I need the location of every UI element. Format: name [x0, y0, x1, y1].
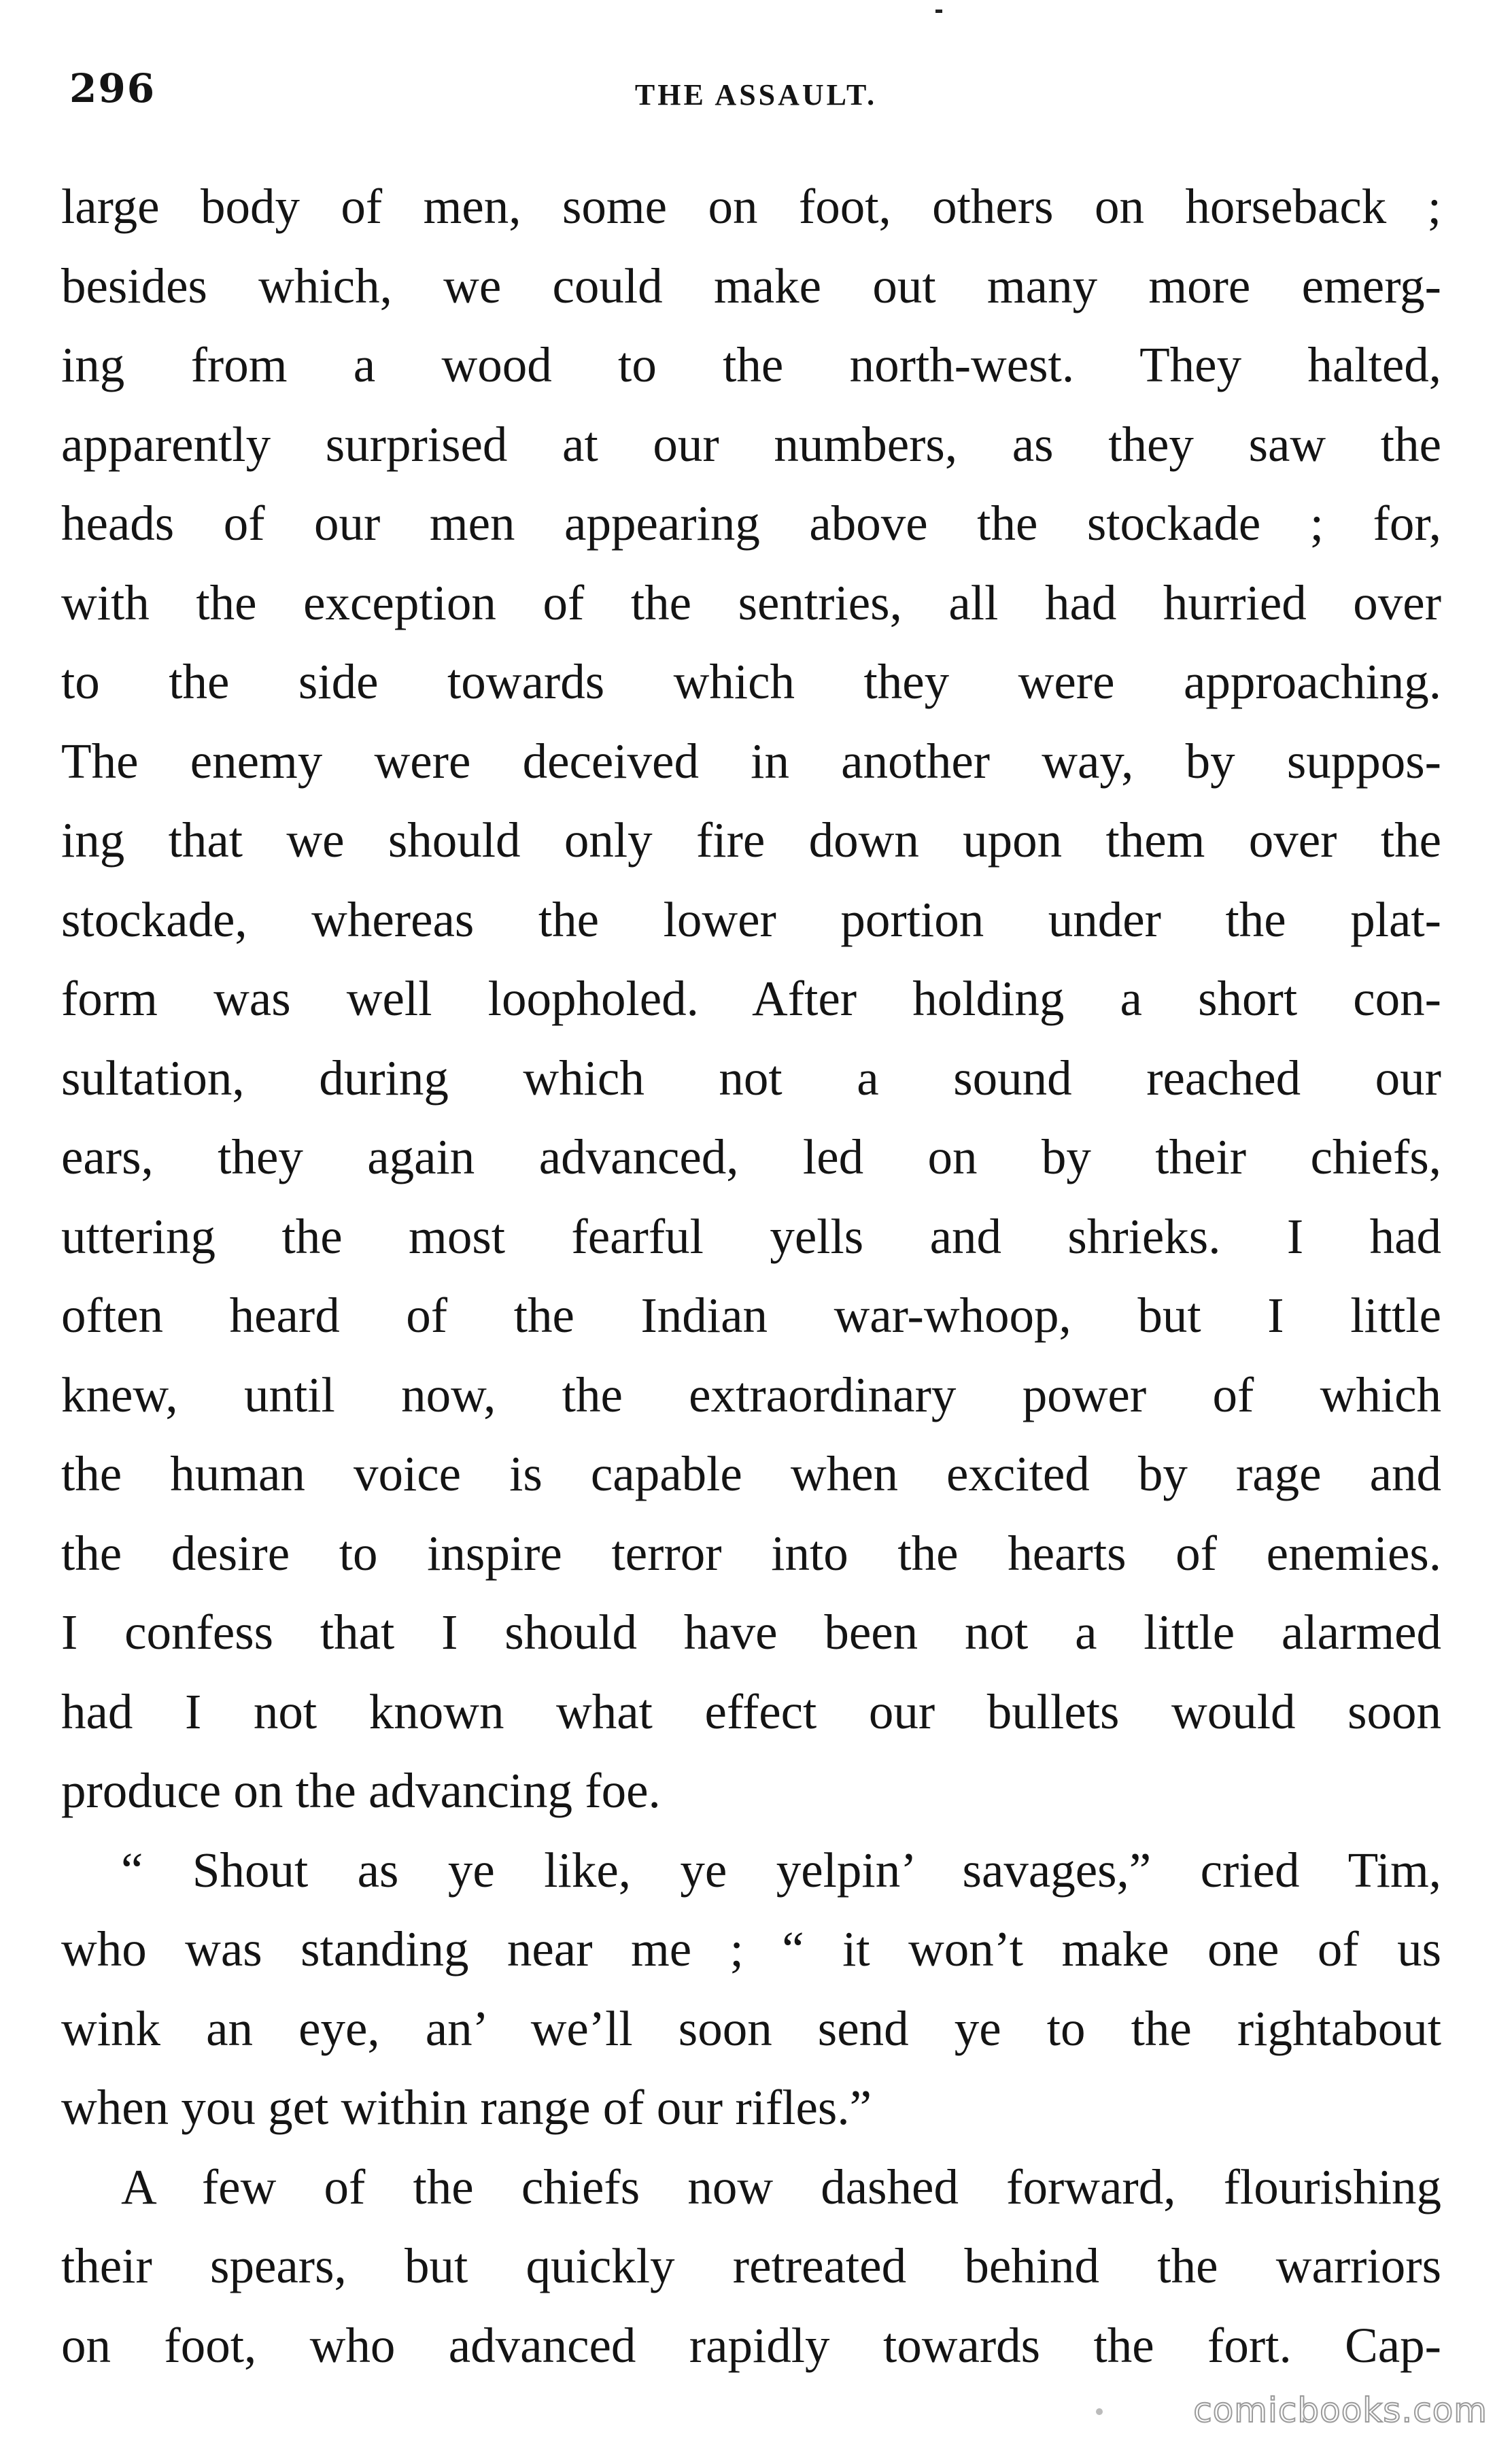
- body-text: [61, 167, 1441, 2385]
- text-line: stockade, whereas the lower portion under the plat-: [61, 891, 1441, 947]
- text-line: when you get within range of our rifles.”: [61, 2080, 872, 2135]
- text-line: their spears, but quickly retreated behind the warriors: [61, 2238, 1441, 2293]
- text-line: the desire to inspire terror into the hearts of enemies.: [61, 1525, 1441, 1581]
- text-line: heads of our men appearing above the stockade ; for,: [61, 496, 1441, 551]
- text-line: ing that we should only fire down upon them over the: [61, 812, 1441, 868]
- text-line: The enemy were deceived in another way, by suppos-: [61, 733, 1441, 789]
- page-number: 296: [69, 65, 156, 112]
- text-line: “ Shout as ye like, ye yelpin’ savages,” cried Tim,: [121, 1842, 1441, 1898]
- text-line: knew, until now, the extraordinary power of which: [61, 1367, 1441, 1422]
- text-line: A few of the chiefs now dashed forward, flourishing: [121, 2159, 1441, 2214]
- text-line: form was well loopholed. After holding a short con-: [61, 971, 1441, 1026]
- text-line: uttering the most fearful yells and shrieks. I had: [61, 1208, 1441, 1264]
- text-line: often heard of the Indian war-whoop, but I little: [61, 1288, 1441, 1343]
- text-line: ears, they again advanced, led on by their chiefs,: [61, 1129, 1441, 1184]
- watermark: comicbooks.com: [1193, 2391, 1488, 2430]
- watermark-dot: [1096, 2408, 1103, 2415]
- running-head: THE ASSAULT.: [634, 78, 878, 112]
- text-line: the human voice is capable when excited by rage and: [61, 1446, 1441, 1501]
- text-line: besides which, we could make out many more emerg-: [61, 258, 1441, 313]
- text-line: apparently surprised at our numbers, as they saw the: [61, 416, 1441, 472]
- text-line: sultation, during which not a sound reached our: [61, 1050, 1441, 1106]
- page-header: [61, 65, 1451, 120]
- text-line: produce on the advancing foe.: [61, 1763, 661, 1818]
- text-line: on foot, who advanced rapidly towards the fort. Cap-: [61, 2317, 1441, 2373]
- text-line: with the exception of the sentries, all had hurried over: [61, 575, 1441, 630]
- text-line: wink an eye, an’ we’ll soon send ye to the rightabout: [61, 2000, 1441, 2056]
- print-speck: [935, 10, 942, 13]
- text-line: had I not known what effect our bullets would soon: [61, 1683, 1441, 1739]
- text-line: ing from a wood to the north-west. They halted,: [61, 337, 1441, 392]
- text-line: who was standing near me ; “ it won’t make one of us: [61, 1921, 1441, 1977]
- text-line: I confess that I should have been not a little alarmed: [61, 1605, 1441, 1660]
- text-line: large body of men, some on foot, others on horseback ;: [61, 179, 1441, 234]
- text-line: to the side towards which they were approaching.: [61, 654, 1441, 709]
